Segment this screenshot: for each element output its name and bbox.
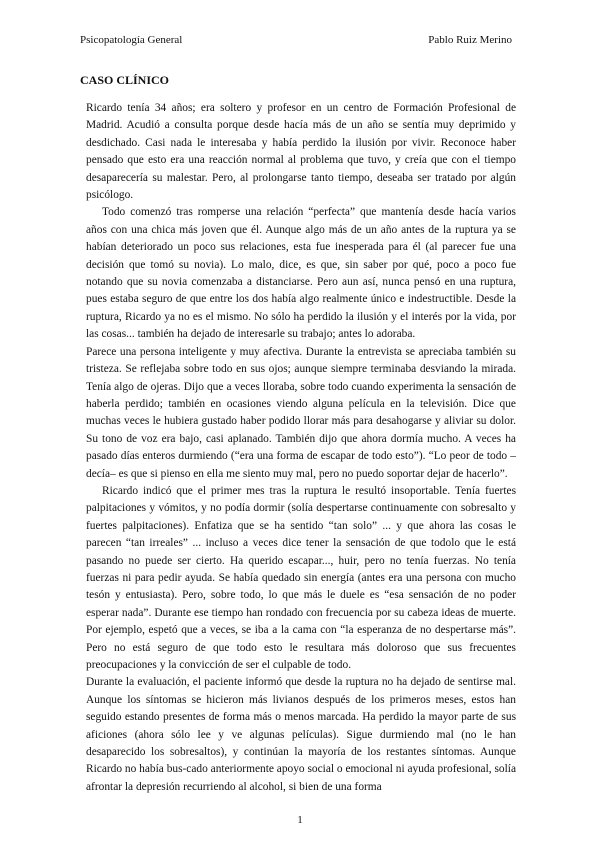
case-body [86,100,516,796]
page-header [80,34,512,50]
page-number: 1 [297,814,303,826]
paragraph-5: Durante la evaluación, el paciente informó que desde la ruptura no ha dejado de sentirse mal. Aunque los síntomas se hicieron más livianos después de los primeros meses, estos han seguido estando presentes de forma más o menos marcada. Ha perdido la mayor parte de sus aficiones (ahora sólo lee y ve algunas películas). Sigue durmiendo mal (no le han desaparecido los sobresaltos), y continúan la mayoría de los restantes síntomas. Aunque Ricardo no había bus-cado anteriormente apoyo social o emocional ni ayuda profesional, solía afrontar la depresión recurriendo al alcohol, si bien de una forma [86,676,516,793]
paragraph-4: Ricardo indicó que el primer mes tras la ruptura le resultó insoportable. Tenía fuertes palpitaciones y vómitos, y no podía dormir (solía despertarse continuamente con sobresalto y fuertes palpitaciones). Enfatiza que se ha sentido “tan solo” ... y que ahora las cosas le parecen “tan irreales” ... incluso a veces dice tener la sensación de que todolo que le está pasando no puede ser cierto. Ha querido escapar..., huir, pero no tenía fuerzas. No tenía fuerzas ni para pedir ayuda. Se había quedado sin energía (antes era una persona con mucho tesón y entusiasta). Pero, sobre todo, lo que más le duele es “esa sensación de no poder esperar nada”. Durante ese tiempo han rondado con frecuencia por su cabeza ideas de muerte. Por ejemplo, espetó que a veces, se iba a la cama con “la esperanza de no despertarse más”. Pero no está seguro de que todo esto le resultara más doloroso que sus frecuentes preocupaciones y la convicción de ser el culpable de todo. [86,484,516,671]
paragraph-1: Ricardo tenía 34 años; era soltero y profesor en un centro de Formación Profesional de Madrid. Acudió a consulta porque desde hacía más de un año se sentía muy deprimido y desdichado. Casi nada le interesaba y había perdido la ilusión por vivir. Reconoce haber pensado que esto era una reacción normal al problema que tuvo, y creía que con el tiempo desaparecería su malestar. Pero, al prolongarse tanto tiempo, deseaba ser tratado por algún psicólogo. [86,102,516,202]
header-course-title: Psicopatología General [80,34,183,46]
document-title: CASO CLÍNICO [80,73,170,87]
paragraph-2: Todo comenzó tras romperse una relación “perfecta” que mantenía desde hacía varios años con una chica más joven que él. Aunque algo más de un año antes de la ruptura ya se habían deteriorado un poco sus relaciones, esta fue inesperada para él (al parecer fue una decisión que tomó su novia). Lo malo, dice, es que, sin saber por qué, poco a poco fue notando que su novia comenzaba a distanciarse. Pero aun así, nunca pensó en una ruptura, pues estaba seguro de que entre los dos había algo realmente único e indestructible. Desde la ruptura, Ricardo ya no es el mismo. No sólo ha perdido la ilusión y el interés por la vida, por las cosas... también ha dejado de interesarle su trabajo; antes lo adoraba. [86,206,516,341]
header-author: Pablo Ruiz Merino [428,34,512,46]
paragraph-3: Parece una persona inteligente y muy afectiva. Durante la entrevista se apreciaba también su tristeza. Se reflejaba sobre todo en sus ojos; aunque siempre terminaba desviando la mirada. Tenía algo de ojeras. Dijo que a veces lloraba, sobre todo cuando experimenta la sensación de haberla perdido; también en ocasiones viendo alguna película en la televisión. Dice que muchas veces le hubiera gustado haber podido llorar más para desahogarse y aliviar su dolor. Su tono de voz era bajo, casi aplanado. También dijo que ahora dormía mucho. A veces ha pasado días enteros durmiendo (“era una forma de escapar de todo esto”). “Lo peor de todo –decía– es que si pienso en ella me siento muy mal, pero no puedo soportar dejar de hacerlo”. [86,345,516,480]
